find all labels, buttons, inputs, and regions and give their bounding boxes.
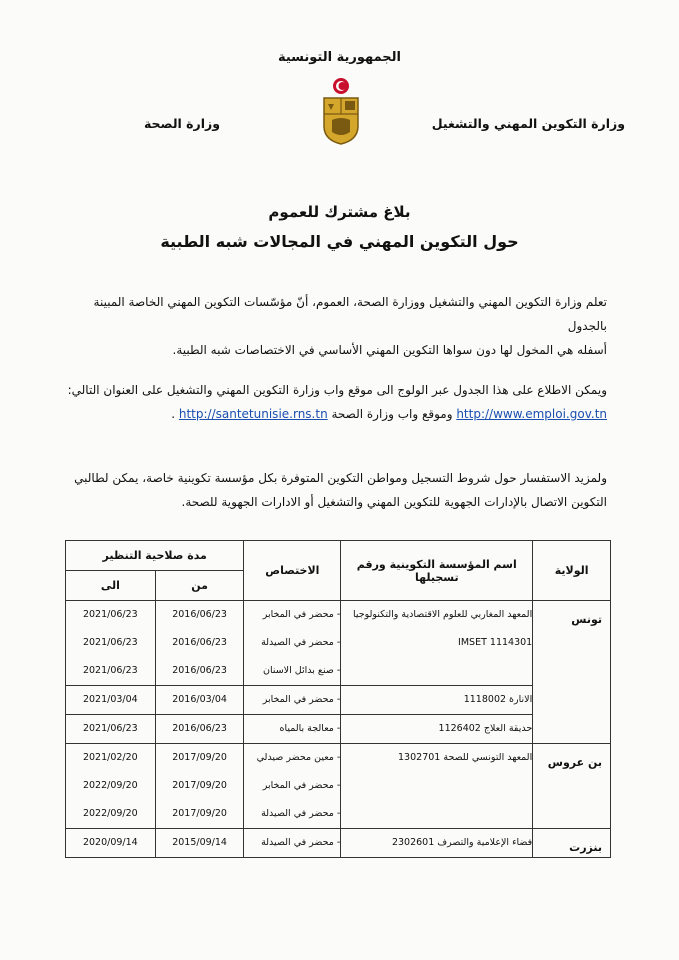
table-row bbox=[66, 715, 611, 744]
table-row bbox=[66, 601, 611, 686]
to-date-cell-line: 2021/03/04 bbox=[82, 694, 138, 705]
from-date-cell-line: 2015/09/14 bbox=[172, 837, 227, 848]
paragraph-line: أسفله هي المخول لها دون سواها التكوين المهني الأساسي في الاختصاصات شبه الطبية. bbox=[172, 343, 607, 357]
tunisia-coat-of-arms-icon bbox=[318, 76, 364, 146]
from-date-cell-line: 2016/06/23 bbox=[172, 665, 227, 676]
institution-cell-line bbox=[341, 657, 532, 685]
specialty-cell-line: - معين محضر صيدلي bbox=[256, 752, 341, 763]
from-date-cell bbox=[155, 686, 244, 715]
specialty-cell-line: - محضر في المخابر bbox=[262, 780, 341, 791]
from-date-cell-line: 2016/03/04 bbox=[172, 694, 227, 705]
to-date-cell-line: 2021/06/23 bbox=[82, 665, 138, 676]
employment-site-link[interactable]: http://www.emploi.gov.tn bbox=[456, 407, 607, 421]
paragraph-line: ولمزيد الاستفسار حول شروط التسجيل ومواطن التكوين المتوفرة بكل مؤسسة تكوينية خاصة، يمكن لطالبي bbox=[74, 471, 607, 485]
institution-cell bbox=[341, 715, 533, 744]
wilaya-cell: تونس bbox=[533, 601, 611, 744]
from-date-cell bbox=[155, 715, 244, 744]
from-date-cell-line: 2016/06/23 bbox=[172, 637, 227, 648]
from-date-cell-line: 2016/06/23 bbox=[172, 609, 227, 620]
specialty-cell-line: - محضر في الصيدلة bbox=[261, 808, 341, 819]
institution-cell-line: الانارة 1118002 bbox=[463, 694, 533, 705]
specialty-cell-line: - محضر في المخابر bbox=[262, 609, 341, 620]
ministry-employment-label: وزارة التكوين المهني والتشغيل bbox=[431, 116, 625, 131]
wilaya-header: الولاية bbox=[533, 541, 611, 601]
to-date-cell-line: 2021/06/23 bbox=[82, 609, 138, 620]
institution-cell-line: حديقة العلاج 1126402 bbox=[438, 723, 533, 734]
to-date-cell bbox=[66, 744, 156, 829]
institutions-table bbox=[65, 540, 611, 858]
to-date-cell-line: 2021/06/23 bbox=[82, 723, 138, 734]
paragraph-line: ويمكن الاطلاع على هذا الجدول عبر الولوج الى موقع واب وزارة التكوين المهني والتشغيل على العنوان التالي: bbox=[67, 383, 607, 397]
institution-header: اسم المؤسسة التكوينية ورقم تسجيلها bbox=[341, 541, 533, 601]
institution-cell-line bbox=[341, 772, 532, 800]
specialty-cell bbox=[244, 829, 341, 858]
institution-cell-line: IMSET 1114301 bbox=[458, 637, 533, 648]
table-row bbox=[66, 686, 611, 715]
specialty-cell-line: - محضر في الصيدلة bbox=[261, 637, 341, 648]
specialty-header: الاختصاص bbox=[244, 541, 341, 601]
from-date-cell bbox=[155, 829, 244, 858]
announcement-title: بلاغ مشترك للعموم bbox=[268, 203, 411, 221]
from-date-cell-line: 2017/09/20 bbox=[172, 780, 227, 791]
institution-cell bbox=[341, 829, 533, 858]
from-date-cell-line: 2017/09/20 bbox=[172, 808, 227, 819]
to-date-cell-line: 2020/09/14 bbox=[82, 837, 138, 848]
to-date-cell-line: 2022/09/20 bbox=[82, 780, 138, 791]
from-date-cell bbox=[155, 601, 244, 686]
to-header: الى bbox=[66, 571, 156, 601]
to-date-cell bbox=[66, 829, 156, 858]
validity-header: مدة صلاحية التنظير bbox=[66, 541, 244, 571]
ministry-health-label: وزارة الصحة bbox=[143, 116, 220, 131]
to-date-cell bbox=[66, 601, 156, 686]
from-date-cell-line: 2017/09/20 bbox=[172, 752, 227, 763]
to-date-cell bbox=[66, 715, 156, 744]
institution-cell-line: المعهد المغاربي للعلوم الاقتصادية والتكنولوجيا bbox=[352, 609, 533, 620]
wilaya-cell: بن عروس bbox=[533, 744, 611, 829]
specialty-cell-line: - صنع بدائل الاسنان bbox=[262, 665, 341, 676]
paragraph-line: التكوين الاتصال بالإدارات الجهوية للتكوين المهني والتشغيل أو الادارات الجهوية للصحة. bbox=[181, 495, 607, 509]
to-date-cell-line: 2022/09/20 bbox=[82, 808, 138, 819]
institution-cell-line: المعهد التونسي للصحة 1302701 bbox=[398, 752, 533, 763]
wilaya-cell: بنزرت bbox=[533, 829, 611, 858]
from-header: من bbox=[155, 571, 244, 601]
announcement-subtitle: حول التكوين المهني في المجالات شبه الطبية bbox=[160, 232, 519, 251]
to-date-cell-line: 2021/06/23 bbox=[82, 637, 138, 648]
to-date-cell bbox=[66, 686, 156, 715]
institution-cell-line bbox=[341, 800, 532, 828]
table-row bbox=[66, 744, 611, 829]
specialty-cell bbox=[244, 686, 341, 715]
institution-cell bbox=[341, 601, 533, 686]
from-date-cell bbox=[155, 744, 244, 829]
from-date-cell-line: 2016/06/23 bbox=[172, 723, 227, 734]
institution-cell-line: فضاء الإعلامية والتصرف 2302601 bbox=[391, 837, 533, 848]
paragraph-intro bbox=[52, 290, 607, 362]
specialty-cell bbox=[244, 715, 341, 744]
institution-cell bbox=[341, 686, 533, 715]
republic-heading: الجمهورية التونسية bbox=[277, 50, 402, 65]
specialty-cell-line: - محضر في المخابر bbox=[262, 694, 341, 705]
paragraph-contact bbox=[52, 466, 607, 514]
paragraph-text: . bbox=[171, 407, 179, 421]
specialty-cell bbox=[244, 744, 341, 829]
table-row bbox=[66, 829, 611, 858]
paragraph-line bbox=[52, 402, 607, 426]
paragraph-line: تعلم وزارة التكوين المهني والتشغيل ووزارة الصحة، العموم، أنّ مؤسّسات التكوين المهني الخاصة المبينة بالجدول bbox=[93, 295, 607, 333]
paragraph-links bbox=[52, 378, 607, 426]
to-date-cell-line: 2021/02/20 bbox=[82, 752, 138, 763]
health-site-link[interactable]: http://santetunisie.rns.tn bbox=[178, 407, 328, 421]
paragraph-text: وموقع واب وزارة الصحة bbox=[327, 407, 457, 421]
specialty-cell-line: - معالجة بالمياه bbox=[279, 723, 341, 734]
specialty-cell-line: - محضر في الصيدلة bbox=[261, 837, 341, 848]
specialty-cell bbox=[244, 601, 341, 686]
institution-cell bbox=[341, 744, 533, 829]
table-body bbox=[66, 601, 611, 858]
